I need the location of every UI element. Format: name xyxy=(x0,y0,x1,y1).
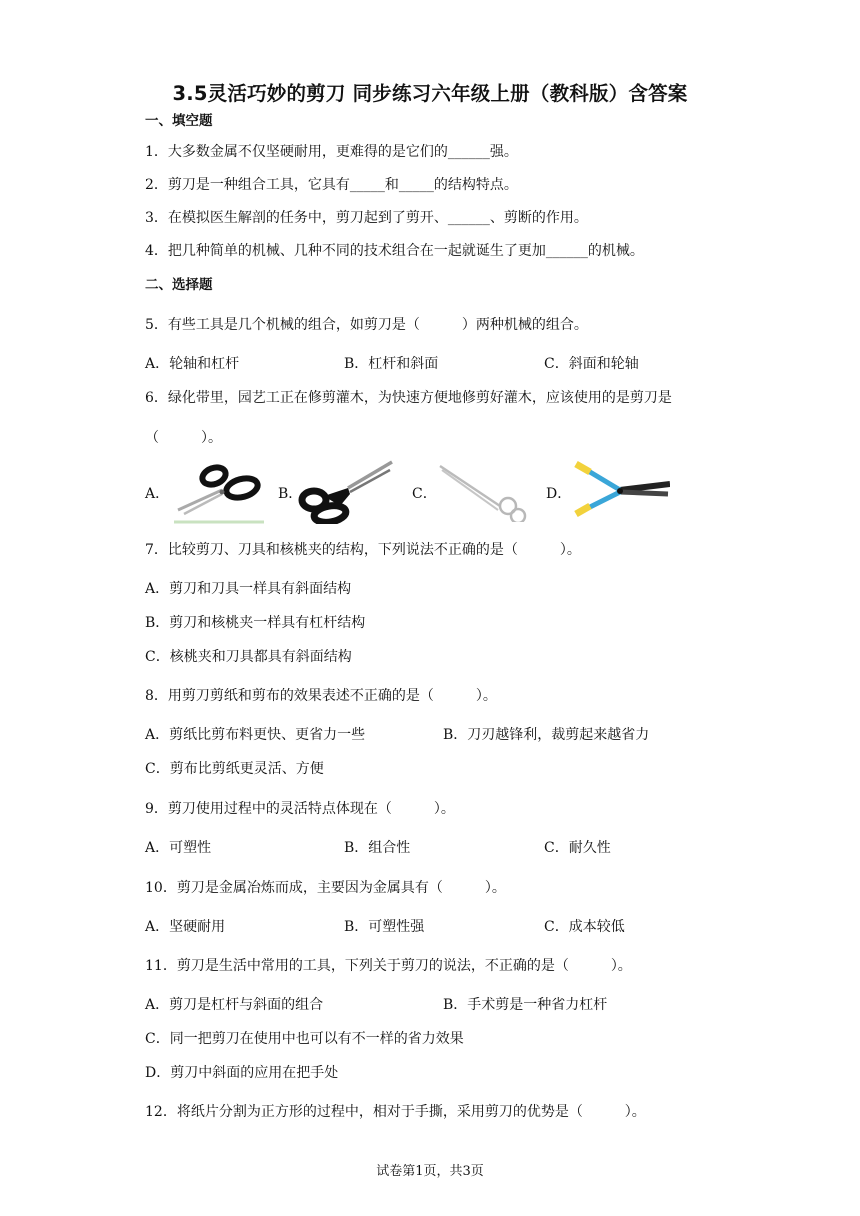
hedge-shears-icon xyxy=(574,460,670,518)
question-10: 10．剪刀是金属冶炼而成，主要因为金属具有（ ）。 xyxy=(145,880,506,896)
q8-option-a: A．剪纸比剪布料更快、更省力一些 xyxy=(145,727,366,743)
q7-option-b: B．剪刀和核桃夹一样具有杠杆结构 xyxy=(145,615,366,631)
question-9: 9．剪刀使用过程中的灵活特点体现在（ ）。 xyxy=(145,801,455,817)
q10-option-c: C．成本较低 xyxy=(544,919,625,935)
q8-option-b: B．刀刃越锋利，裁剪起来越省力 xyxy=(443,727,650,743)
question-11: 11．剪刀是生活中常用的工具，下列关于剪刀的说法，不正确的是（ ）。 xyxy=(145,958,632,974)
page-title: 3.5灵活巧妙的剪刀 同步练习六年级上册（教科版）含答案 xyxy=(172,82,688,105)
question-2: 2．剪刀是一种组合工具，它具有_____和_____的结构特点。 xyxy=(145,177,518,193)
black-tailor-scissors-icon xyxy=(298,458,394,524)
question-5: 5．有些工具是几个机械的组合，如剪刀是（ ）两种机械的组合。 xyxy=(145,317,588,333)
q11-option-d: D．剪刀中斜面的应用在把手处 xyxy=(145,1065,339,1081)
section-choice-heading: 二、选择题 xyxy=(145,277,213,293)
q11-option-b: B．手术剪是一种省力杠杆 xyxy=(443,997,608,1013)
q8-option-c: C．剪布比剪纸更灵活、方便 xyxy=(145,761,324,777)
page-footer: 试卷第1页，共3页 xyxy=(376,1164,484,1179)
question-8: 8．用剪刀剪纸和剪布的效果表述不正确的是（ ）。 xyxy=(145,688,497,704)
question-6: 6．绿化带里，园艺工正在修剪灌木，为快速方便地修剪好灌木，应该使用的是剪刀是 xyxy=(145,390,672,406)
q9-option-a: A．可塑性 xyxy=(145,840,212,856)
q9-option-c: C．耐久性 xyxy=(544,840,611,856)
q6-label-c: C． xyxy=(412,486,437,502)
question-6-cont: （ ）。 xyxy=(145,430,222,446)
question-3: 3．在模拟医生解剖的任务中，剪刀起到了剪开、______、剪断的作用。 xyxy=(145,210,588,226)
q5-option-c: C．斜面和轮轴 xyxy=(544,356,639,372)
section-fill-heading: 一、填空题 xyxy=(145,113,213,129)
q7-option-c: C．核桃夹和刀具都具有斜面结构 xyxy=(145,649,352,665)
q6-label-b: B． xyxy=(278,486,303,502)
q6-label-d: D． xyxy=(546,486,572,502)
q9-option-b: B．组合性 xyxy=(344,840,411,856)
question-4: 4．把几种简单的机械、几种不同的技术组合在一起就诞生了更加______的机械。 xyxy=(145,243,644,259)
question-1: 1．大多数金属不仅坚硬耐用，更难得的是它们的______强。 xyxy=(145,144,518,160)
q7-option-a: A．剪刀和刀具一样具有斜面结构 xyxy=(145,581,352,597)
q10-option-a: A．坚硬耐用 xyxy=(145,919,226,935)
q11-option-c: C．同一把剪刀在使用中也可以有不一样的省力效果 xyxy=(145,1031,464,1047)
q5-option-b: B．杠杆和斜面 xyxy=(344,356,439,372)
black-handled-scissors-icon xyxy=(170,458,266,524)
q6-label-a: A． xyxy=(145,486,170,502)
q10-option-b: B．可塑性强 xyxy=(344,919,425,935)
surgical-scissors-icon xyxy=(436,462,532,522)
question-12: 12．将纸片分割为正方形的过程中，相对于手撕，采用剪刀的优势是（ ）。 xyxy=(145,1104,646,1120)
q5-option-a: A．轮轴和杠杆 xyxy=(145,356,240,372)
question-7: 7．比较剪刀、刀具和核桃夹的结构，下列说法不正确的是（ ）。 xyxy=(145,542,581,558)
q11-option-a: A．剪刀是杠杆与斜面的组合 xyxy=(145,997,324,1013)
